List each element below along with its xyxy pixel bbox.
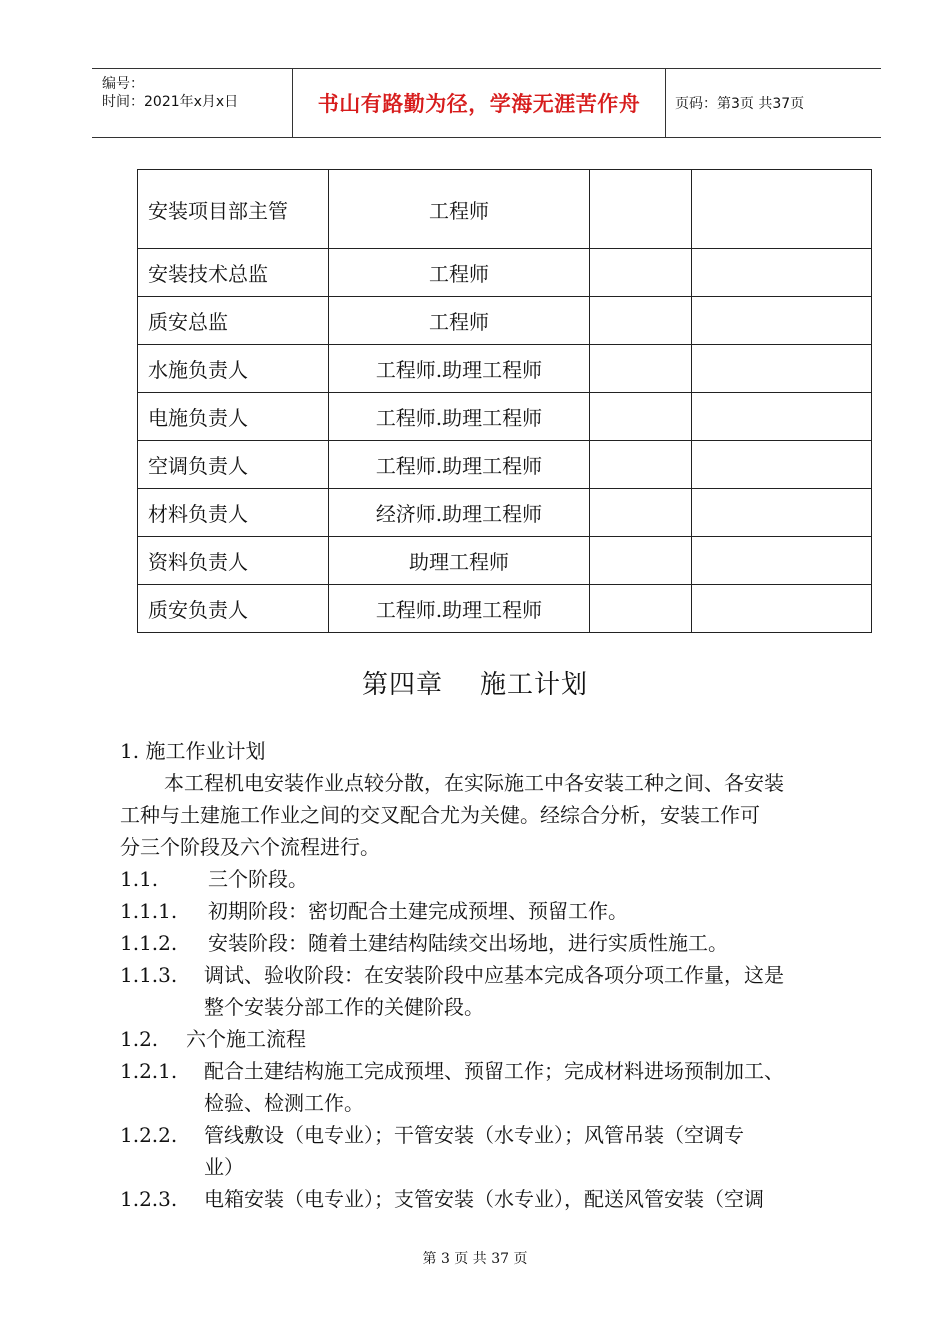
section-heading: 1. 施工作业计划 xyxy=(120,739,266,763)
section-number: 1.2.3. xyxy=(120,1187,178,1211)
header-info-cell xyxy=(92,69,292,137)
header-motto: 书山有路勤为径，学海无涯苦作舟 xyxy=(317,92,641,116)
title-cell: 工程师.助理工程师 xyxy=(329,441,590,489)
title-cell: 工程师.助理工程师 xyxy=(329,393,590,441)
role-cell: 空调负责人 xyxy=(138,441,329,489)
empty-cell xyxy=(692,249,872,297)
page-footer: 第 3 页 共 37 页 xyxy=(422,1251,528,1267)
section-text: 检验、检测工作。 xyxy=(204,1091,364,1115)
section-text: 安装阶段：随着土建结构陆续交出场地，进行实质性施工。 xyxy=(208,931,728,955)
empty-cell xyxy=(590,585,692,633)
empty-cell xyxy=(590,441,692,489)
header-page-label: 页码：第3页 共37页 xyxy=(675,96,805,112)
title-cell: 工程师 xyxy=(329,249,590,297)
section-number: 1.1.3. xyxy=(120,963,178,987)
role-cell: 电施负责人 xyxy=(138,393,329,441)
header-divider xyxy=(665,69,666,137)
empty-cell xyxy=(692,345,872,393)
empty-cell xyxy=(692,489,872,537)
section-text: 初期阶段：密切配合土建完成预埋、预留工作。 xyxy=(208,899,628,923)
title-cell: 工程师.助理工程师 xyxy=(329,345,590,393)
table-row xyxy=(138,170,872,249)
empty-cell xyxy=(692,537,872,585)
table-row xyxy=(138,441,872,489)
section-text: 调试、验收阶段：在安装阶段中应基本完成各项分项工作量，这是 xyxy=(204,963,784,987)
table-row xyxy=(138,393,872,441)
role-cell: 水施负责人 xyxy=(138,345,329,393)
paragraph-line: 工种与土建施工作业之间的交叉配合尤为关健。经综合分析，安装工作可 xyxy=(120,803,760,827)
section-text: 配合土建结构施工完成预埋、预留工作；完成材料进场预制加工、 xyxy=(204,1059,784,1083)
paragraph-line: 本工程机电安装作业点较分散，在实际施工中各安装工种之间、各安装 xyxy=(164,771,784,795)
role-cell: 质安负责人 xyxy=(138,585,329,633)
empty-cell xyxy=(590,170,692,249)
paragraph-line: 分三个阶段及六个流程进行。 xyxy=(120,835,380,859)
section-text: 六个施工流程 xyxy=(186,1027,306,1051)
section-text: 三个阶段。 xyxy=(208,867,308,891)
title-cell: 助理工程师 xyxy=(329,537,590,585)
section-text: 管线敷设（电专业）；干管安装（水专业）；风管吊装（空调专 xyxy=(204,1123,744,1147)
empty-cell xyxy=(692,441,872,489)
page-header xyxy=(92,68,881,138)
staff-table xyxy=(137,169,872,633)
empty-cell xyxy=(692,170,872,249)
table-row xyxy=(138,297,872,345)
title-cell: 工程师 xyxy=(329,297,590,345)
section-number: 1.1.2. xyxy=(120,931,178,955)
section-text: 整个安装分部工作的关健阶段。 xyxy=(204,995,484,1019)
chapter-title: 第四章 施工计划 xyxy=(361,670,589,700)
empty-cell xyxy=(590,297,692,345)
role-cell: 材料负责人 xyxy=(138,489,329,537)
title-cell: 经济师.助理工程师 xyxy=(329,489,590,537)
title-cell: 工程师 xyxy=(329,170,590,249)
role-cell: 安装技术总监 xyxy=(138,249,329,297)
empty-cell xyxy=(590,537,692,585)
table-row xyxy=(138,537,872,585)
role-cell: 资料负责人 xyxy=(138,537,329,585)
section-text: 电箱安装（电专业）；支管安装（水专业），配送风管安装（空调 xyxy=(204,1187,764,1211)
section-text: 业） xyxy=(204,1155,244,1179)
table-row xyxy=(138,585,872,633)
table-row xyxy=(138,249,872,297)
title-cell: 工程师.助理工程师 xyxy=(329,585,590,633)
empty-cell xyxy=(590,345,692,393)
empty-cell xyxy=(590,489,692,537)
header-time-label: 时间：2021年x月x日 xyxy=(102,94,239,110)
section-number: 1.2.2. xyxy=(120,1123,178,1147)
empty-cell xyxy=(590,393,692,441)
role-cell: 质安总监 xyxy=(138,297,329,345)
header-number-label: 编号： xyxy=(102,76,144,92)
empty-cell xyxy=(590,249,692,297)
section-number: 1.2.1. xyxy=(120,1059,178,1083)
table-row xyxy=(138,345,872,393)
section-number: 1.1. xyxy=(120,867,159,891)
empty-cell xyxy=(692,393,872,441)
table-row xyxy=(138,489,872,537)
role-cell: 安装项目部主管 xyxy=(138,170,329,249)
section-number: 1.2. xyxy=(120,1027,159,1051)
section-number: 1.1.1. xyxy=(120,899,178,923)
empty-cell xyxy=(692,585,872,633)
empty-cell xyxy=(692,297,872,345)
